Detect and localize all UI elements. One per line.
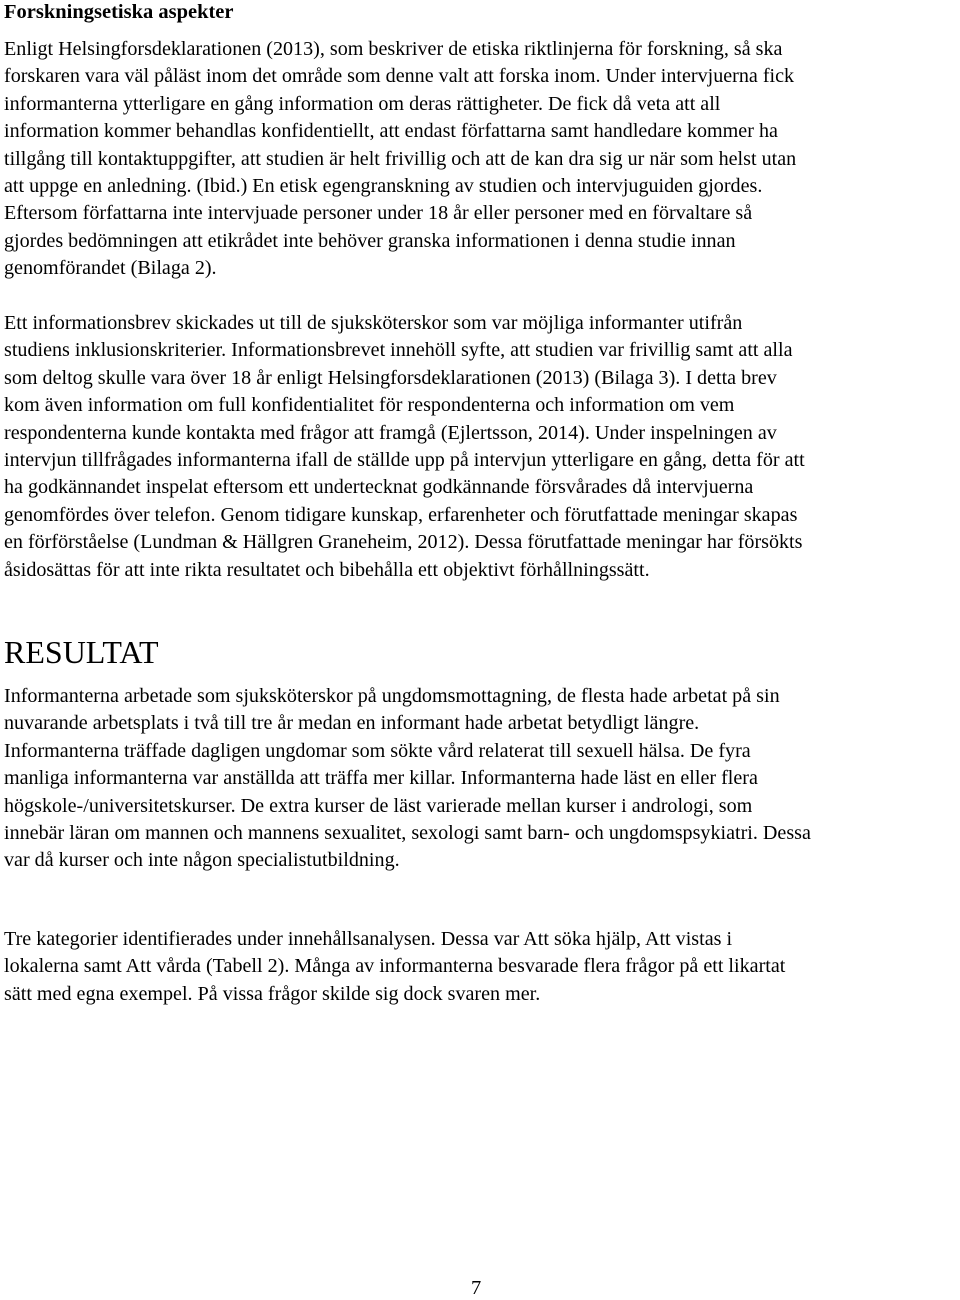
- results-paragraph-2: Tre kategorier identifierades under innehållsanalysen. Dessa var Att söka hjälp, Att vistas i lokalerna samt Att vårda (Tabell 2). Många av informanterna besvarade flera frågor på ett likartat sätt med egna exempel. På vissa frågor skilde sig dock svaren mer.: [4, 928, 786, 1005]
- ethics-paragraph-2: Ett informationsbrev skickades ut till de sjuksköterskor som var möjliga informanter utifrån studiens inklusionskriterier. Informationsbrevet innehöll syfte, att studien var frivillig samt att alla som deltog skulle vara över 18 år enligt Helsingforsdeklarationen (2013) (Bilaga 3). I detta brev kom även information om full konfidentialitet för respondenterna och information om vem respondenterna kunde kontakta med frågor att framgå (Ejlertsson, 2014). Under inspelningen av intervjun tillfrågades informanterna ifall de ställde upp på intervjun ytterligare en gång, detta för att ha godkännandet inspelat eftersom ett undertecknat godkännande försvårades då intervjuerna genomfördes över telefon. Genom tidigare kunskap, erfarenheter och förutfattade meningar skapas en förförståelse (Lundman & Hällgren Graneheim, 2012). Dessa förutfattade meningar har försökts åsidosättas för att inte rikta resultatet och bibehålla ett objektivt förhållningssätt.: [4, 312, 805, 581]
- page-number: 7: [471, 1277, 482, 1299]
- results-heading: RESULTAT: [4, 634, 159, 670]
- section-heading: Forskningsetiska aspekter: [4, 1, 234, 23]
- results-paragraph-1: Informanterna arbetade som sjuksköterskor på ungdomsmottagning, de flesta hade arbetat på sin nuvarande arbetsplats i två till tre år medan en informant hade arbetat betydligt längre. Informanterna träffade dagligen ungdomar som sökte vård relaterat till sexuell hälsa. De fyra manliga informanterna var anställda att träffa mer killar. Informanterna hade läst en eller flera högskole-/universitetskurser. De extra kurser de läst varierade mellan kurser i andrologi, som innebär läran om mannen och mannens sexualitet, sexologi samt barn- och ungdomspsykiatri. Dessa var då kurser och inte någon specialistutbildning.: [4, 685, 811, 872]
- ethics-paragraph-1: Enligt Helsingforsdeklarationen (2013), som beskriver de etiska riktlinjerna för forskning, så ska forskaren vara väl påläst inom det område som denne valt att forska inom. Under intervjuerna fick informanterna ytterligare en gång information om deras rättigheter. De fick då veta att all information kommer behandlas konfidentiellt, att endast författarna samt handledare kommer ha tillgång till kontaktuppgifter, att studien är helt frivillig och att de kan dra sig ur när som helst utan att uppge en anledning. (Ibid.) En etisk egengranskning av studien och intervjuguiden gjordes. Eftersom författarna inte intervjuade personer under 18 år eller personer med en förvaltare så gjordes bedömningen att etikrådet inte behöver granska informationen i denna studie innan genomförandet (Bilaga 2).: [4, 38, 797, 280]
